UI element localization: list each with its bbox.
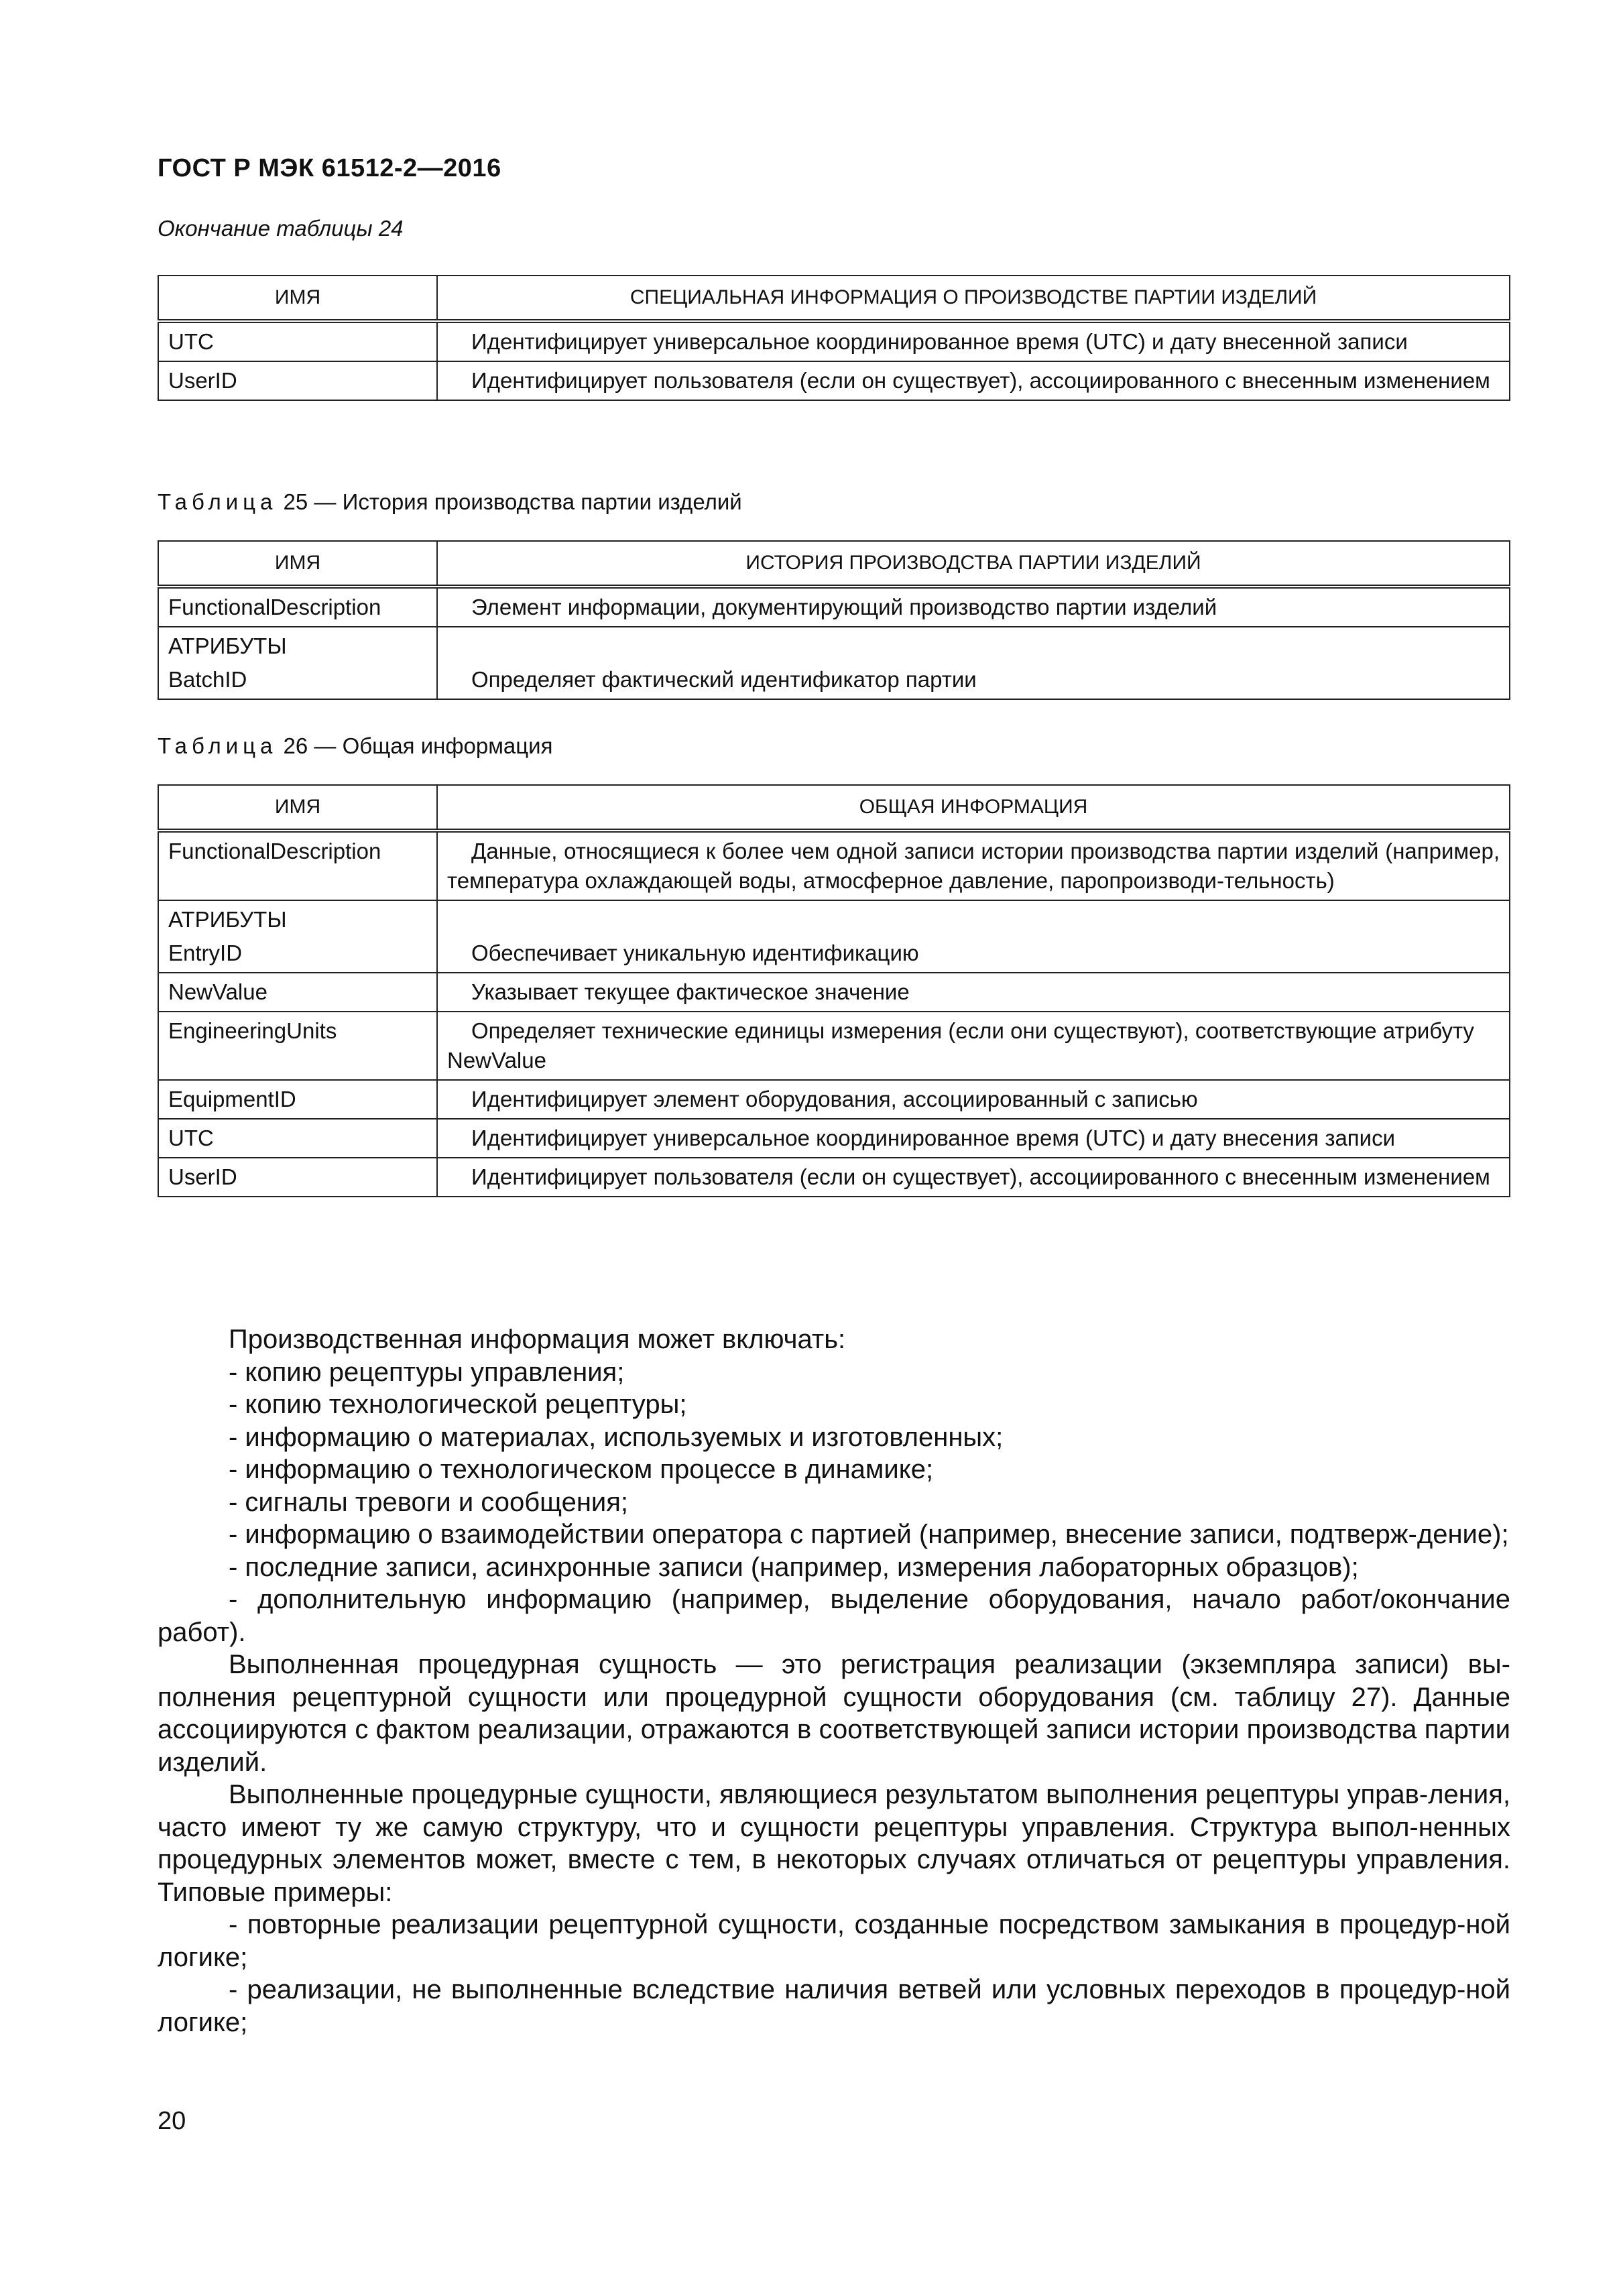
- row-name: EquipmentID: [158, 1080, 437, 1119]
- list-item: - реализации, не выполненные вследствие наличия ветвей или условных переходов в процедур-ной логике;: [158, 1975, 1510, 2037]
- row-description: Определяет фактический идентификатор партии: [437, 661, 1510, 699]
- table-row: [158, 321, 1510, 361]
- row-description: [437, 900, 1510, 934]
- column-header-name: ИМЯ: [158, 785, 437, 831]
- row-name: UserID: [158, 361, 437, 400]
- table-header-row: [158, 541, 1510, 587]
- list-item: - информацию о технологическом процессе в динамике;: [229, 1455, 934, 1484]
- row-description: Определяет технические единицы измерения (если они существуют), соответствующие атрибуту NewValue: [437, 1012, 1510, 1080]
- row-description: Элемент информации, документирующий производство партии изделий: [437, 587, 1510, 627]
- row-description: Идентифицирует универсальное координированное время (UTC) и дату внесения записи: [437, 1119, 1510, 1158]
- page-number: 20: [158, 2107, 186, 2135]
- body-text: [158, 1323, 1510, 2039]
- row-name: BatchID: [158, 661, 437, 699]
- column-header-info: СПЕЦИАЛЬНАЯ ИНФОРМАЦИЯ О ПРОИЗВОДСТВЕ ПАРТИИ ИЗДЕЛИЙ: [437, 276, 1510, 321]
- table-header-row: [158, 785, 1510, 831]
- row-name: UTC: [158, 1119, 437, 1158]
- table-24: [158, 275, 1510, 401]
- paragraph: Выполненная процедурная сущность — это регистрация реализации (экземпляра записи) вы-полнения рецептурной сущности или процедурной сущности оборудования (см. таблицу 27). Данные ассоциируются с фактом реализации, отражаются в соответствующей записи истории производства партии изделий.: [158, 1650, 1510, 1777]
- list-item: - информацию о материалах, используемых и изготовленных;: [229, 1422, 1004, 1452]
- list-item: - повторные реализации рецептурной сущности, созданные посредством замыкания в процедур-ной логике;: [158, 1910, 1510, 1972]
- document-header: ГОСТ Р МЭК 61512-2—2016: [158, 154, 501, 182]
- list-item: - информацию о взаимодействии оператора с партией (например, внесение записи, подтверж-дение);: [229, 1520, 1509, 1549]
- table-header-row: [158, 276, 1510, 321]
- list-item: - копию рецептуры управления;: [229, 1357, 625, 1387]
- row-name: EngineeringUnits: [158, 1012, 437, 1080]
- row-description: Обеспечивает уникальную идентификацию: [437, 934, 1510, 973]
- table-26: [158, 784, 1510, 1197]
- list-item: - последние записи, асинхронные записи (например, измерения лабораторных образцов);: [229, 1552, 1359, 1582]
- table-25: [158, 540, 1510, 700]
- list-item: - копию технологической рецептуры;: [229, 1390, 687, 1419]
- row-description: Указывает текущее фактическое значение: [437, 973, 1510, 1012]
- row-description: Идентифицирует пользователя (если он существует), ассоциированного с внесенным изменением: [437, 1158, 1510, 1197]
- column-header-info: ОБЩАЯ ИНФОРМАЦИЯ: [437, 785, 1510, 831]
- row-name: EntryID: [158, 934, 437, 973]
- row-name: FunctionalDescription: [158, 587, 437, 627]
- row-name: АТРИБУТЫ: [158, 900, 437, 934]
- table-row: [158, 900, 1510, 934]
- table-26-caption: Таблица 26 — Общая информация: [158, 733, 553, 758]
- row-name: АТРИБУТЫ: [158, 627, 437, 661]
- table-row: [158, 934, 1510, 973]
- table-row: [158, 627, 1510, 661]
- table-row: [158, 831, 1510, 900]
- column-header-info: ИСТОРИЯ ПРОИЗВОДСТВА ПАРТИИ ИЗДЕЛИЙ: [437, 541, 1510, 587]
- row-name: NewValue: [158, 973, 437, 1012]
- paragraph: Выполненные процедурные сущности, являющиеся результатом выполнения рецептуры управ-ления, часто имеют ту же самую структуру, что и сущности рецептуры управления. Структура выпол-ненных процедурных элементов может, вместе с тем, в некоторых случаях отличаться от рецептуры управления. Типовые примеры:: [158, 1780, 1510, 1907]
- table-row: [158, 973, 1510, 1012]
- row-description: Идентифицирует элемент оборудования, ассоциированный с записью: [437, 1080, 1510, 1119]
- table-24-caption: Окончание таблицы 24: [158, 216, 404, 241]
- list-item: - дополнительную информацию (например, выделение оборудования, начало работ/окончание работ).: [158, 1585, 1510, 1647]
- row-description: Идентифицирует пользователя (если он существует), ассоциированного с внесенным изменением: [437, 361, 1510, 400]
- table-row: [158, 587, 1510, 627]
- row-name: FunctionalDescription: [158, 831, 437, 900]
- row-description: Данные, относящиеся к более чем одной записи истории производства партии изделий (например, температура охлаждающей воды, атмосферное давление, паропроизводи-тельность): [437, 831, 1510, 900]
- table-25-caption: Таблица 25 — История производства партии изделий: [158, 489, 742, 514]
- table-row: [158, 1158, 1510, 1197]
- list-item: - сигналы тревоги и сообщения;: [229, 1487, 629, 1517]
- row-description: Идентифицирует универсальное координированное время (UTC) и дату внесенной записи: [437, 321, 1510, 361]
- table-row: [158, 661, 1510, 699]
- intro-paragraph: Производственная информация может включать:: [229, 1325, 846, 1354]
- table-row: [158, 1119, 1510, 1158]
- table-row: [158, 1012, 1510, 1080]
- column-header-name: ИМЯ: [158, 276, 437, 321]
- table-row: [158, 361, 1510, 400]
- row-name: UTC: [158, 321, 437, 361]
- table-row: [158, 1080, 1510, 1119]
- row-name: UserID: [158, 1158, 437, 1197]
- column-header-name: ИМЯ: [158, 541, 437, 587]
- row-description: [437, 627, 1510, 661]
